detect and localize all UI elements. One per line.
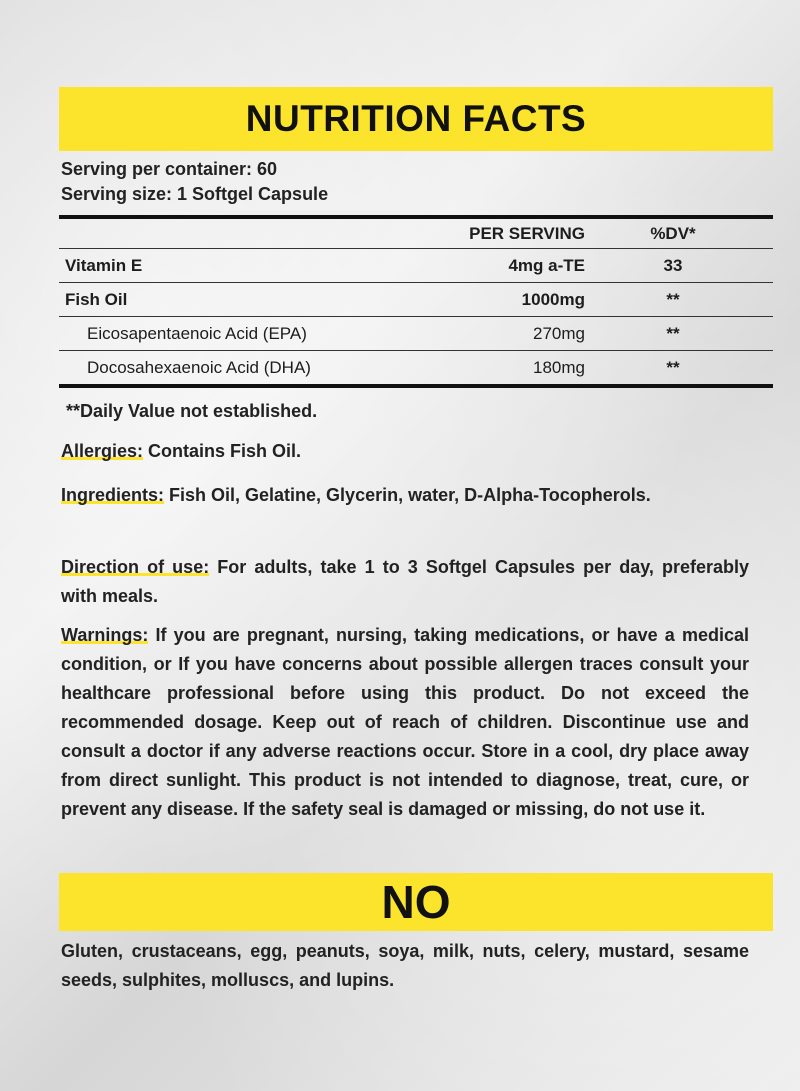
- nutrient-amount: 1000mg: [521, 289, 585, 309]
- allergies-label: Allergies:: [61, 441, 144, 461]
- daily-value-footnote: **Daily Value not established.: [66, 401, 318, 421]
- nutrition-facts-banner: [59, 87, 773, 151]
- serving-size: Serving size: 1 Softgel Capsule: [61, 184, 329, 204]
- table-header-row: [59, 219, 773, 248]
- nutrient-dv: **: [666, 323, 680, 343]
- nutrient-name: Fish Oil: [65, 289, 128, 309]
- warnings-section: [61, 621, 749, 824]
- ingredients-label: Ingredients:: [61, 485, 165, 505]
- allergies-section: [61, 437, 749, 466]
- nutrient-name: Docosahexaenoic Acid (DHA): [87, 357, 311, 377]
- direction-label: Direction of use:: [61, 557, 210, 577]
- nutrition-table: [59, 215, 773, 388]
- header-dv: %DV*: [650, 223, 696, 243]
- free-from-list: Gluten, crustaceans, egg, peanuts, soya, milk, nuts, celery, mustard, sesame seeds, sulphites, molluscs, and lupins.: [61, 941, 749, 990]
- nutrient-dv: 33: [663, 255, 683, 275]
- free-from-banner: [59, 873, 773, 931]
- direction-section: [61, 553, 749, 611]
- table-row: [59, 317, 773, 350]
- warnings-label: Warnings:: [61, 625, 149, 645]
- nutrition-facts-title: NUTRITION FACTS: [245, 98, 587, 139]
- ingredients-text: Fish Oil, Gelatine, Glycerin, water, D-Alpha-Tocopherols.: [164, 485, 651, 505]
- nutrient-amount: 180mg: [533, 357, 585, 377]
- table-row: [59, 283, 773, 316]
- nutrient-dv: **: [666, 357, 680, 377]
- nutrient-amount: 4mg a-TE: [508, 255, 585, 275]
- table-row: [59, 351, 773, 384]
- nutrient-amount: 270mg: [533, 323, 585, 343]
- header-per-serving: PER SERVING: [469, 223, 585, 243]
- table-row: [59, 249, 773, 282]
- nutrient-name: Vitamin E: [65, 255, 143, 275]
- free-from-title: NO: [381, 876, 451, 928]
- nutrient-name: Eicosapentaenoic Acid (EPA): [87, 323, 307, 343]
- allergies-text: Contains Fish Oil.: [143, 441, 302, 461]
- ingredients-section: [61, 481, 749, 510]
- table-bottom-rule: [59, 384, 773, 388]
- servings-per-container: Serving per container: 60: [61, 159, 278, 179]
- warnings-text: If you are pregnant, nursing, taking medications, or have a medical condition, or If you have concerns about possible allergen traces consult your healthcare professional before using this product. Do not exceed the recommended dosage. Keep out of reach of children. Discontinue use and consult a doctor if any adverse reactions occur. Store in a cool, dry place away from direct sunlight. This product is not intended to diagnose, treat, cure, or prevent any disease. If the safety seal is damaged or missing, do not use it.: [61, 625, 749, 819]
- nutrient-dv: **: [666, 289, 680, 309]
- direction-text: For adults, take 1 to 3 Softgel Capsules per day, preferably with meals.: [61, 557, 750, 606]
